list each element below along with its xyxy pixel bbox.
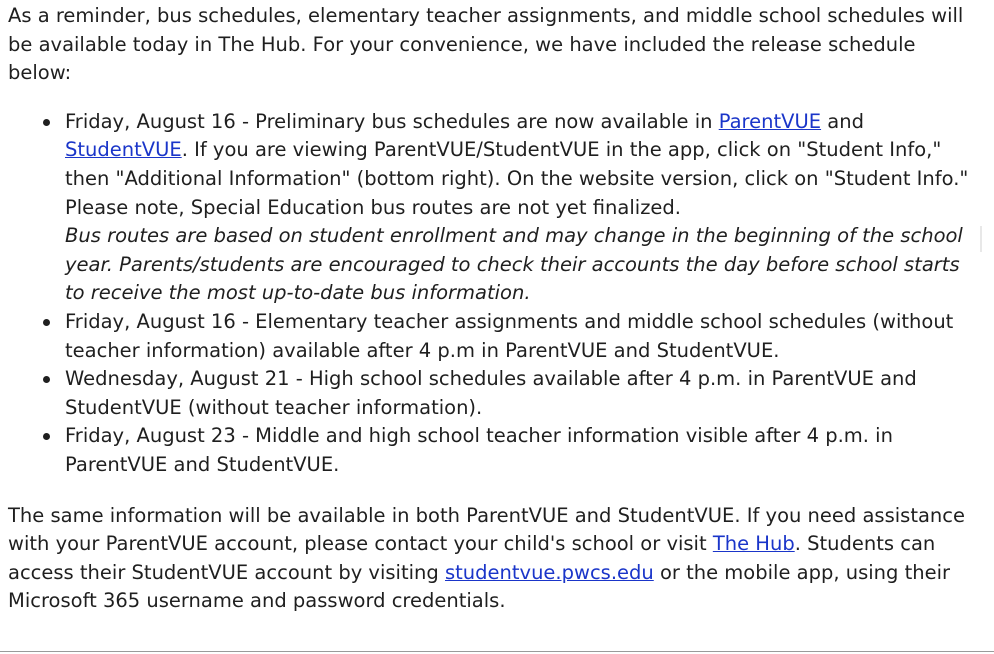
bullet-icon [43, 376, 50, 383]
item-text: Friday, August 23 - Middle and high school teacher information visible after 4 p.m. in ParentVUE and StudentVUE. [65, 424, 893, 476]
closing-paragraph [8, 502, 984, 616]
the-hub-link[interactable]: The Hub [712, 532, 795, 556]
release-schedule-list [8, 108, 984, 480]
item-text: Friday, August 16 - Elementary teacher assignments and middle school schedules (without teacher information) available after 4 p.m in ParentVUE and StudentVUE. [65, 309, 954, 362]
scroll-edge-mark [980, 226, 982, 252]
item-text: Friday, August 16 - Preliminary bus schedules are now available in [65, 109, 719, 133]
bus-route-note: Bus routes are based on student enrollment and may change in the beginning of the school year. Parents/students are encouraged to check their accounts the day before school starts to receive the most up-to-date bus information. [65, 224, 963, 305]
list-item [65, 108, 984, 308]
list-item [65, 365, 984, 422]
studentvue-link[interactable]: StudentVUE [65, 138, 182, 162]
list-item [65, 308, 984, 365]
intro-paragraph: As a reminder, bus schedules, elementary teacher assignments, and middle school schedules will be available today in The Hub. For your convenience, we have included the release schedule below: [8, 4, 964, 85]
closing-text: or the mobile app, using their Microsoft 365 username and password credentials. [8, 560, 951, 613]
studentvue-site-link[interactable]: studentvue.pwcs.edu [444, 560, 654, 584]
item-text: and [821, 109, 864, 133]
list-item [65, 422, 984, 479]
bullet-icon [43, 319, 50, 326]
closing-text: . Students can access their StudentVUE account by visiting [8, 532, 936, 584]
bottom-divider [0, 651, 994, 652]
item-text: . If you are viewing ParentVUE/StudentVUE in the app, click on "Student Info," then "Additional Information" (bottom right). On the website version, click on "Student Info." Please note, Special Education bus routes are not yet finalized. [65, 138, 969, 219]
parentvue-link[interactable]: ParentVUE [718, 109, 822, 133]
item-text: Wednesday, August 21 - High school schedules available after 4 p.m. in ParentVUE and StudentVUE (without teacher information). [65, 367, 917, 419]
bullet-icon [43, 119, 50, 126]
bullet-icon [43, 433, 50, 440]
email-body [8, 2, 984, 616]
closing-text: The same information will be available in both ParentVUE and StudentVUE. If you need assistance with your ParentVUE account, please contact your child's school or visit [8, 503, 966, 556]
